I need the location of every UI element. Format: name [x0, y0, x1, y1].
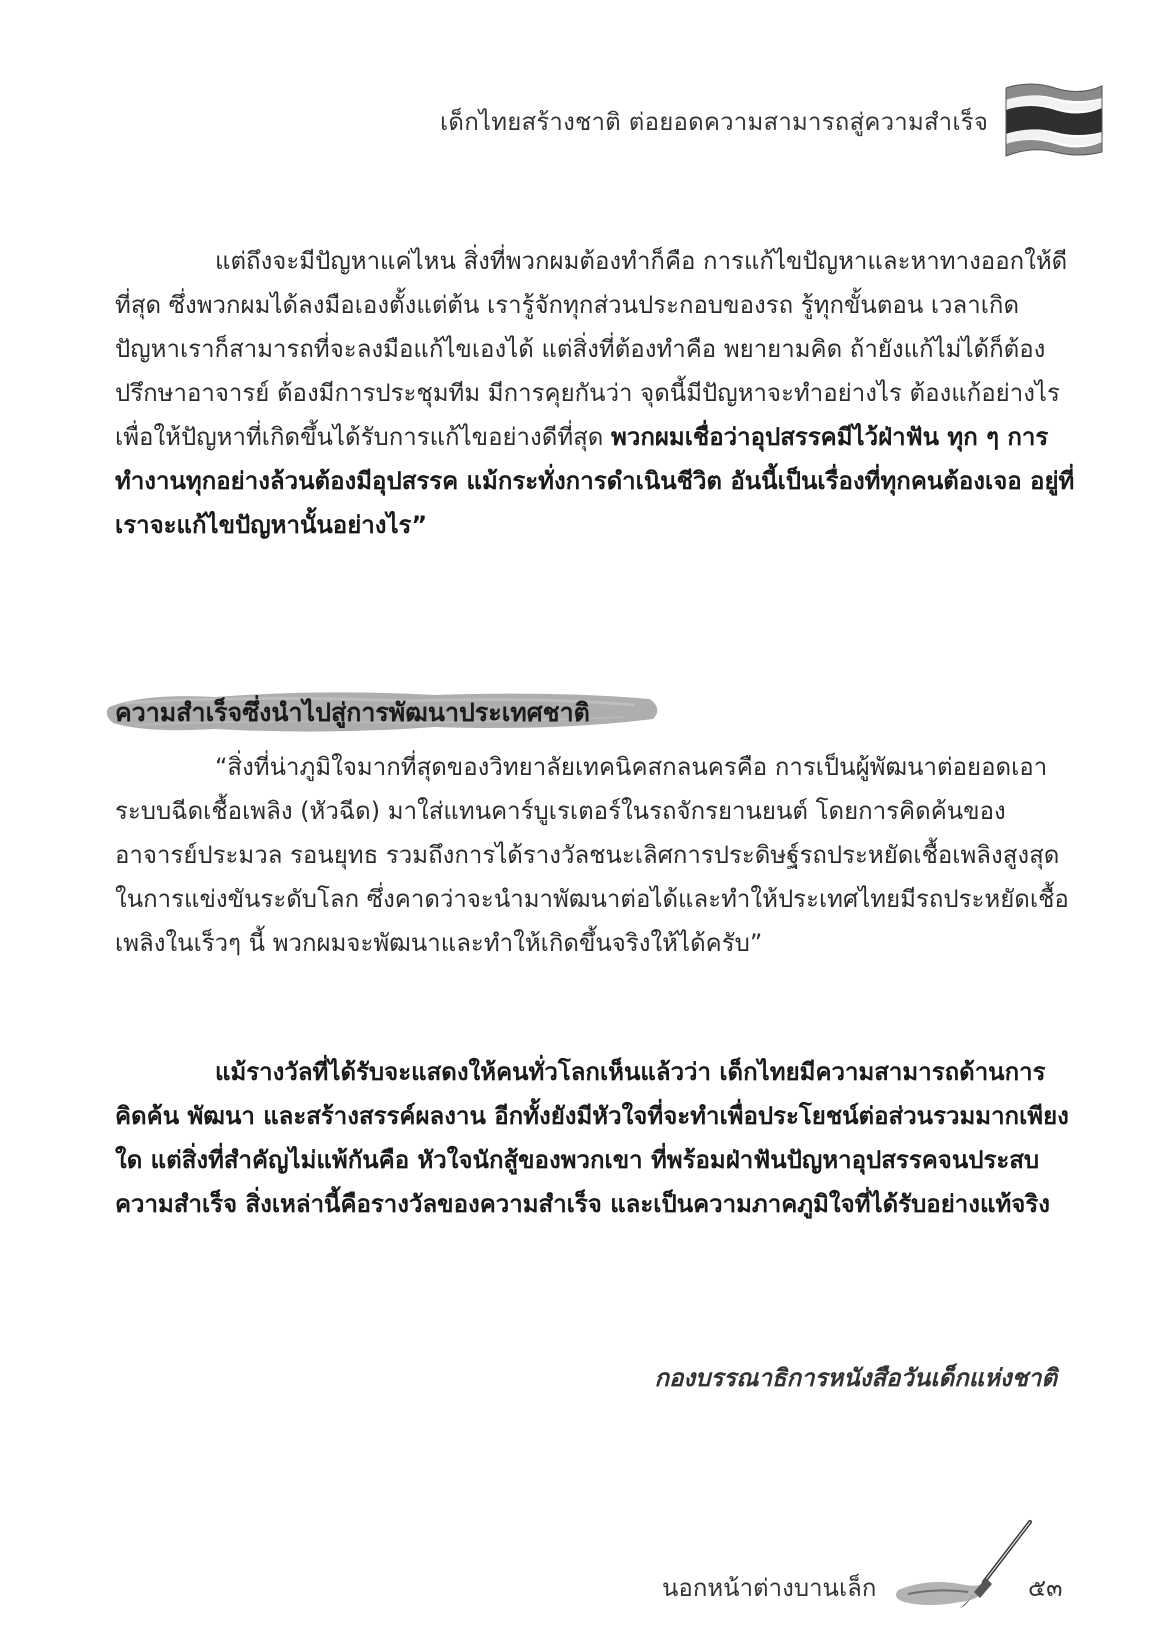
running-header-title: เด็กไทยสร้างชาติ ต่อยอดความสามารถสู่ความสำเร็จ [440, 108, 989, 136]
footer-book-title: นอกหน้าต่างบานเล็ก [662, 1574, 877, 1602]
paragraph-achievement-quote [115, 745, 1077, 965]
paragraph3-text: แม้รางวัลที่ได้รับจะแสดงให้คนทั่วโลกเห็นแล้วว่า เด็กไทยมีความสามารถด้านการคิดค้น พัฒนา และสร้างสรรค์ผลงาน อีกทั้งยังมีหัวใจที่จะทำเพื่อประโยชน์ต่อส่วนรวมมากเพียงใด แต่สิ่งที่สำคัญไม่แพ้กันคือ หัวใจนักสู้ของพวกเขา ที่พร้อมฝ่าฟันปัญหาอุปสรรคจนประสบความสำเร็จ สิ่งเหล่านี้คือรางวัลของความสำเร็จ และเป็นความภาคภูมิใจที่ได้รับอย่างแท้จริง [115, 1058, 1069, 1218]
section-heading-block [105, 685, 665, 737]
paragraph1-normal-text: แต่ถึงจะมีปัญหาแค่ไหน สิ่งที่พวกผมต้องทำก็คือ การแก้ไขปัญหาและหาทางออกให้ดีที่สุด ซึ่งพวกผมได้ลงมือเองตั้งแต่ต้น เรารู้จักทุกส่วนประกอบของรถ รู้ทุกขั้นตอน เวลาเกิดปัญหาเราก็สามารถที่จะลงมือแก้ไขเองได้ แต่สิ่งที่ต้องทำคือ พยายามคิด ถ้ายังแก้ไม่ได้ก็ต้องปรึกษาอาจารย์ ต้องมีการประชุมทีม มีการคุยกันว่า จุดนี้มีปัญหาจะทำอย่างไร ต้องแก้อย่างไร เพื่อให้ปัญหาที่เกิดขึ้นได้รับการแก้ไขอย่างดีที่สุด [115, 247, 1068, 451]
editorial-signature: กองบรรณาธิการหนังสือวันเด็กแห่งชาติ [654, 1364, 1057, 1392]
paragraph2-text: “สิ่งที่น่าภูมิใจมากที่สุดของวิทยาลัยเทคนิคสกลนครคือ การเป็นผู้พัฒนาต่อยอดเอาระบบฉีดเชื้อเพลิง (หัวฉีด) มาใส่แทนคาร์บูเรเตอร์ในรถจักรยานยนต์ โดยการคิดค้นของอาจารย์ประมวล รอนยุทธ รวมถึงการได้รางวัลชนะเลิศการประดิษฐ์รถประหยัดเชื้อเพลิงสูงสุดในการแข่งขันระดับโลก ซึ่งคาดว่าจะนำมาพัฒนาต่อได้และทำให้ประเทศไทยมีรถประหยัดเชื้อเพลิงในเร็วๆ นี้ พวกผมจะพัฒนาและทำให้เกิดขึ้นจริงให้ได้ครับ” [115, 753, 1069, 957]
thai-flag-icon [1000, 80, 1105, 158]
paintbrush-icon [888, 1518, 1038, 1618]
paragraph1-bold-text: พวกผมเชื่อว่าอุปสรรคมีไว้ฝ่าฟัน ทุก ๆ การทำงานทุกอย่างล้วนต้องมีอุปสรรค แม้กระทั่งการดำเนินชีวิต อันนี้เป็นเรื่องที่ทุกคนต้องเจอ อยู่ที่เราจะแก้ไขปัญหานั้นอย่างไร” [115, 423, 1075, 539]
paragraph-conclusion [115, 1050, 1077, 1226]
paragraph-problem-solving [115, 239, 1077, 547]
section-heading: ความสำเร็จซึ่งนำไปสู่การพัฒนาประเทศชาติ [115, 698, 590, 727]
page-number: ๕๓ [1028, 1574, 1063, 1602]
